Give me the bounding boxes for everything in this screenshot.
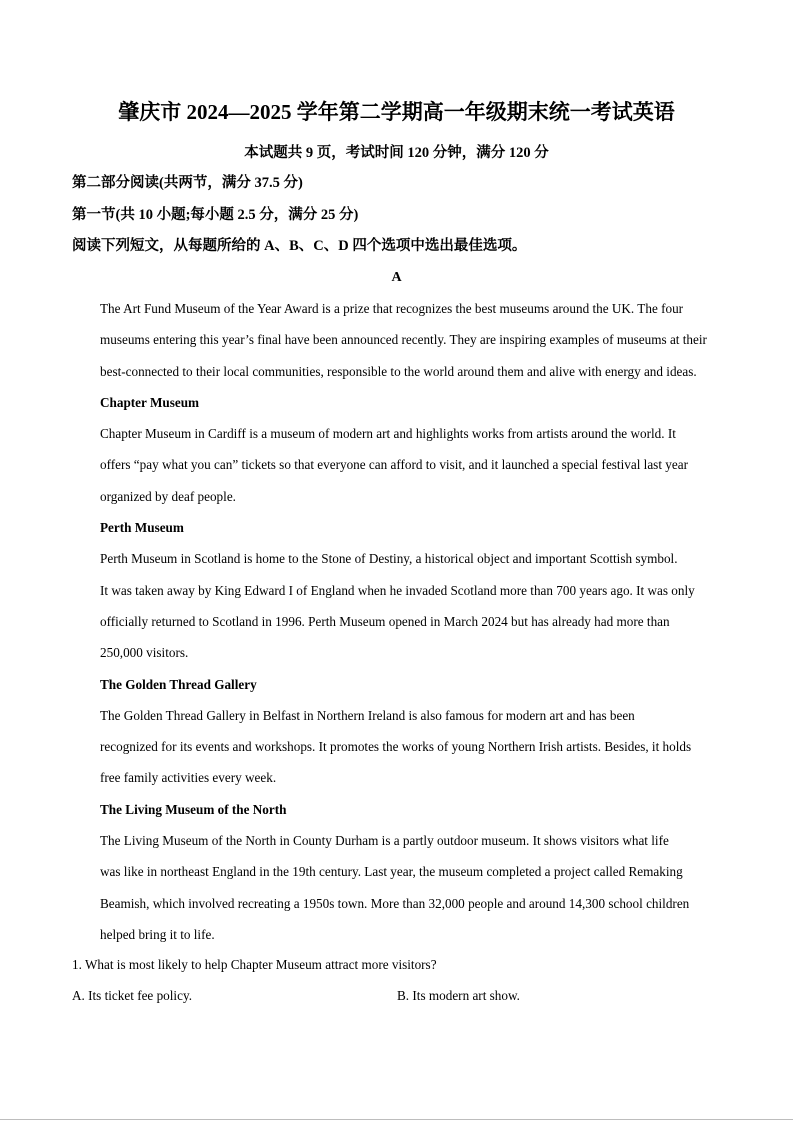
exam-title: 肇庆市 2024—2025 学年第二学期高一年级期末统一考试英语 — [118, 100, 675, 124]
section-heading: 第一节(共 10 小题;每小题 2.5 分，满分 25 分) — [72, 207, 359, 223]
text-line: free family activities every week. — [100, 770, 277, 786]
museum-paragraph-golden-thread — [72, 700, 723, 794]
text-line: museums entering this year’s final have been announced recently. They are inspiring examples of museums at their — [100, 332, 707, 348]
text-line: The Art Fund Museum of the Year Award is a prize that recognizes the best museums around the UK. The four — [100, 301, 684, 316]
museum-heading-living-museum: The Living Museum of the North — [100, 801, 287, 817]
text-line: organized by deaf people. — [100, 488, 236, 504]
museum-paragraph-perth — [72, 543, 723, 668]
text-line: Perth Museum in Scotland is home to the Stone of Destiny, a historical object and important Scottish symbol. — [100, 551, 678, 567]
museum-heading-perth: Perth Museum — [100, 520, 184, 536]
text-line: The Golden Thread Gallery in Belfast in Northern Ireland is also famous for modern art and has been — [100, 707, 635, 723]
part-heading: 第二部分阅读(共两节，满分 37.5 分) — [72, 175, 303, 191]
text-line: best-connected to their local communities, responsible to the world around them and alive with energy and ideas. — [100, 363, 697, 379]
option-b: B. Its modern art show. — [397, 988, 520, 1003]
text-line: recognized for its events and workshops. It promotes the works of young Northern Irish artists. Besides, it holds — [100, 739, 692, 755]
museum-heading-chapter: Chapter Museum — [100, 394, 200, 410]
passage-body — [72, 293, 723, 950]
question-1: 1. What is most likely to help Chapter Museum attract more visitors? — [72, 957, 437, 972]
text-line: was like in northeast England in the 19th century. Last year, the museum completed a project called Remaking — [100, 864, 683, 880]
text-line: 250,000 visitors. — [100, 645, 189, 661]
text-line: It was taken away by King Edward I of England when he invaded Scotland more than 700 years ago. It was only — [100, 582, 695, 598]
text-line: offers “pay what you can” tickets so that everyone can afford to visit, and it launched a special festival last year — [100, 457, 688, 473]
text-line: officially returned to Scotland in 1996. Perth Museum opened in March 2024 but has already had more than — [100, 613, 670, 629]
text-line: Beamish, which involved recreating a 1950s town. More than 32,000 people and around 14,300 school children — [100, 895, 690, 911]
text-line: helped bring it to life. — [100, 926, 215, 942]
option-a: A. Its ticket fee policy. — [72, 988, 192, 1003]
museum-paragraph-living-museum — [72, 825, 723, 950]
exam-subtitle: 本试题共 9 页，考试时间 120 分钟，满分 120 分 — [244, 145, 549, 161]
text-line: The Living Museum of the North in County Durham is a partly outdoor museum. It shows visitors what life — [100, 833, 669, 849]
page-bottom-divider — [0, 1119, 793, 1120]
museum-paragraph-chapter — [72, 418, 723, 512]
passage-label: A — [391, 270, 402, 285]
text-line: Chapter Museum in Cardiff is a museum of modern art and highlights works from artists around the world. It — [100, 426, 676, 442]
instruction-text: 阅读下列短文，从每题所给的 A、B、C、D 四个选项中选出最佳选项。 — [72, 238, 527, 254]
museum-heading-golden-thread: The Golden Thread Gallery — [100, 676, 257, 692]
intro-paragraph — [72, 293, 723, 387]
